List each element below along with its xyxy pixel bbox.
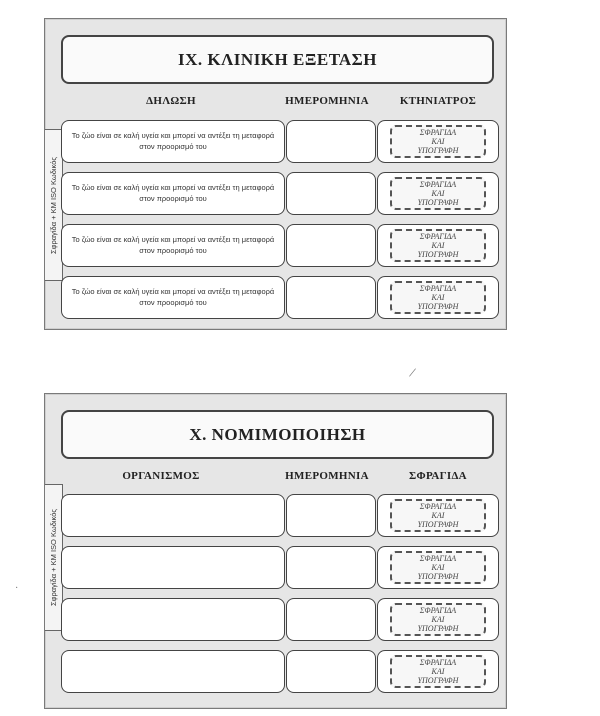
stamp-line: ΥΠΟΓΡΑΦΗ xyxy=(417,302,459,312)
table-row xyxy=(61,598,498,641)
table-row xyxy=(61,172,498,215)
date-field[interactable] xyxy=(286,172,376,215)
scan-mark: · xyxy=(15,583,19,594)
table-row xyxy=(61,650,498,693)
section-title: X. ΝΟΜΙΜΟΠΟΙΗΣΗ xyxy=(61,410,494,459)
stamp-placeholder xyxy=(390,603,486,636)
stamp-line: ΣΦΡΑΓΙΔΑ xyxy=(419,231,457,241)
vet-stamp-cell[interactable] xyxy=(377,172,499,215)
stamp-line: ΣΦΡΑΓΙΔΑ xyxy=(419,127,457,137)
stamp-line: ΚΑΙ xyxy=(431,666,445,676)
declaration-cell xyxy=(61,224,285,267)
stamp-line: ΣΦΡΑΓΙΔΑ xyxy=(419,283,457,293)
column-header-stamp: ΣΦΡΑΓΙΔΑ xyxy=(409,470,467,482)
vet-stamp-cell[interactable] xyxy=(377,224,499,267)
organization-field[interactable] xyxy=(61,494,285,537)
legalization-panel xyxy=(44,393,507,709)
date-field[interactable] xyxy=(286,494,376,537)
column-header-vet: ΚΤΗΝΙΑΤΡΟΣ xyxy=(399,95,477,107)
stamp-cell[interactable] xyxy=(377,546,499,589)
stamp-line: ΥΠΟΓΡΑΦΗ xyxy=(417,146,459,156)
table-row xyxy=(61,120,498,163)
stamp-line: ΥΠΟΓΡΑΦΗ xyxy=(417,250,459,260)
stamp-line: ΚΑΙ xyxy=(431,510,445,520)
declaration-cell xyxy=(61,120,285,163)
stamp-cell[interactable] xyxy=(377,650,499,693)
stamp-line: ΚΑΙ xyxy=(431,136,445,146)
section-title: IX. ΚΛΙΝΙΚΗ ΕΞΕΤΑΣΗ xyxy=(61,35,494,84)
organization-field[interactable] xyxy=(61,650,285,693)
stamp-placeholder xyxy=(390,125,486,158)
stamp-placeholder xyxy=(390,655,486,688)
stamp-line: ΚΑΙ xyxy=(431,240,445,250)
stamp-cell[interactable] xyxy=(377,494,499,537)
stamp-line: ΣΦΡΑΓΙΔΑ xyxy=(419,657,457,667)
date-field[interactable] xyxy=(286,598,376,641)
date-field[interactable] xyxy=(286,224,376,267)
organization-field[interactable] xyxy=(61,598,285,641)
column-header-date: ΗΜΕΡΟΜΗΝΙΑ xyxy=(285,95,369,107)
table-row xyxy=(61,546,498,589)
stamp-line: ΥΠΟΓΡΑΦΗ xyxy=(417,676,459,686)
stamp-line: ΚΑΙ xyxy=(431,292,445,302)
column-header-organization: ΟΡΓΑΝΙΣΜΟΣ xyxy=(122,470,200,482)
stamp-line: ΣΦΡΑΓΙΔΑ xyxy=(419,605,457,615)
scan-mark: / xyxy=(407,365,417,382)
stamp-placeholder xyxy=(390,281,486,314)
column-header-date: ΗΜΕΡΟΜΗΝΙΑ xyxy=(285,470,369,482)
stamp-placeholder xyxy=(390,177,486,210)
column-header-declaration: ΔΗΛΩΣΗ xyxy=(146,95,196,107)
table-row xyxy=(61,276,498,319)
stamp-cell[interactable] xyxy=(377,598,499,641)
stamp-line: ΚΑΙ xyxy=(431,188,445,198)
stamp-line: ΚΑΙ xyxy=(431,614,445,624)
declaration-text: Το ζώο είναι σε καλή υγεία και μπορεί να αντέξει τη μεταφορά στον προορισμό του xyxy=(71,183,275,203)
stamp-line: ΣΦΡΑΓΙΔΑ xyxy=(419,501,457,511)
stamp-placeholder xyxy=(390,499,486,532)
stamp-line: ΥΠΟΓΡΑΦΗ xyxy=(417,198,459,208)
date-field[interactable] xyxy=(286,276,376,319)
declaration-cell xyxy=(61,172,285,215)
date-field[interactable] xyxy=(286,650,376,693)
date-field[interactable] xyxy=(286,546,376,589)
declaration-cell xyxy=(61,276,285,319)
stamp-line: ΥΠΟΓΡΑΦΗ xyxy=(417,520,459,530)
organization-field[interactable] xyxy=(61,546,285,589)
stamp-placeholder xyxy=(390,551,486,584)
table-row xyxy=(61,494,498,537)
stamp-line: ΣΦΡΑΓΙΔΑ xyxy=(419,179,457,189)
table-row xyxy=(61,224,498,267)
vet-stamp-cell[interactable] xyxy=(377,120,499,163)
declaration-text: Το ζώο είναι σε καλή υγεία και μπορεί να αντέξει τη μεταφορά στον προορισμό του xyxy=(71,235,275,255)
vet-stamp-cell[interactable] xyxy=(377,276,499,319)
side-tab-label: Σφραγίδα + ΚΜ ISO Κωδικός xyxy=(49,156,58,254)
side-tab-label: Σφραγίδα + ΚΜ ISO Κωδικός xyxy=(49,509,58,606)
stamp-line: ΚΑΙ xyxy=(431,562,445,572)
declaration-text: Το ζώο είναι σε καλή υγεία και μπορεί να αντέξει τη μεταφορά στον προορισμό του xyxy=(71,131,275,151)
date-field[interactable] xyxy=(286,120,376,163)
stamp-placeholder xyxy=(390,229,486,262)
declaration-text: Το ζώο είναι σε καλή υγεία και μπορεί να αντέξει τη μεταφορά στον προορισμό του xyxy=(71,287,275,307)
stamp-line: ΣΦΡΑΓΙΔΑ xyxy=(419,553,457,563)
stamp-line: ΥΠΟΓΡΑΦΗ xyxy=(417,624,459,634)
stamp-line: ΥΠΟΓΡΑΦΗ xyxy=(417,572,459,582)
clinical-exam-panel xyxy=(44,18,507,330)
